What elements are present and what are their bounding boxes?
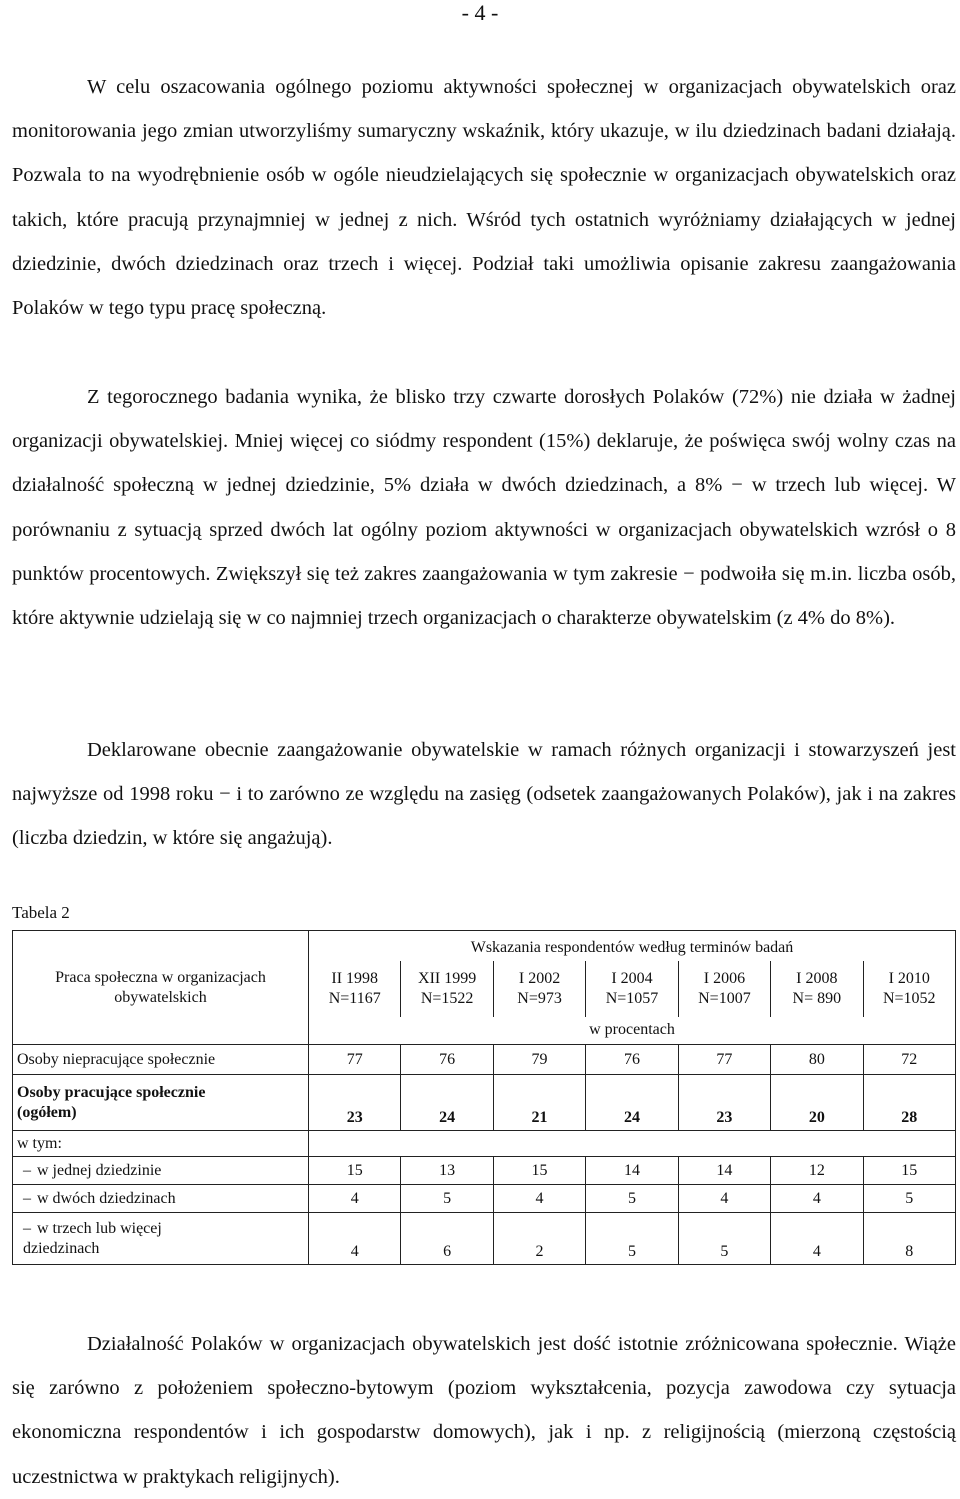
activity-table [12,930,956,1265]
table-cell: 8 [863,1213,955,1265]
table-cell: 13 [401,1157,493,1185]
table-row [13,1157,956,1185]
column-header: I 2002 N=973 [493,961,585,1017]
table-cell: 28 [863,1075,955,1131]
table-cell: 4 [678,1185,770,1213]
paragraph-3: Deklarowane obecnie zaangażowanie obywatelskie w ramach różnych organizacji i stowarzyszeń jest najwyższe od 1998 roku − i to zarówno ze względu na zasięg (odsetek zaangażowanych Polaków), jak i na zakres (liczba dziedzin, w które się angażują). [12,739,956,850]
paragraph-4: Działalność Polaków w organizacjach obywatelskich jest dość istotnie zróżnicowana społecznie. Wiąże się zarówno z położeniem społeczno-bytowym (poziom wykształcenia, pozycja zawodowa czy sytuacja ekonomiczna respondentów i ich gospodarstw domowych), jak i np. z religijnością (mierzoną częstością uczestnictwa w praktykach religijnych). [12,1333,956,1488]
column-header: I 2006 N=1007 [678,961,770,1017]
row-header-cell: Praca społeczna w organizacjach obywatelskich [13,931,309,1045]
table-cell: 5 [586,1213,678,1265]
table-cell: 24 [401,1075,493,1131]
table-cell: 77 [309,1045,401,1075]
table-cell: 76 [401,1045,493,1075]
table-cell: 2 [493,1213,585,1265]
table-cell: 21 [493,1075,585,1131]
group-header: Wskazania respondentów według terminów badań [309,931,956,961]
table-cell: 14 [586,1157,678,1185]
table-cell: 5 [678,1213,770,1265]
row-label: Osoby pracujące społecznie (ogółem) [13,1075,309,1131]
row-label: –w dwóch dziedzinach [13,1185,309,1213]
table-row [13,1075,956,1131]
table-row [13,1185,956,1213]
table-cell: 6 [401,1213,493,1265]
table-cell: 5 [586,1185,678,1213]
table-caption: Tabela 2 [12,903,70,922]
table-cell: 23 [309,1075,401,1131]
table-cell: 4 [493,1185,585,1213]
column-header: II 1998 N=1167 [309,961,401,1017]
table-cell: 4 [309,1185,401,1213]
column-header: I 2004 N=1057 [586,961,678,1017]
dash-icon [23,1219,37,1239]
table-cell: 77 [678,1045,770,1075]
table-cell: 23 [678,1075,770,1131]
table-row [13,1131,956,1157]
table-cell: 4 [309,1213,401,1265]
table-row [13,1045,956,1075]
paragraph-1: W celu oszacowania ogólnego poziomu aktywności społecznej w organizacjach obywatelskich oraz monitorowania jego zmian utworzyliśmy sumaryczny wskaźnik, który ukazuje, w ilu dziedzinach badani działają. Pozwala to na wyodrębnienie osób w ogóle nieudzielających się społecznie w organizacjach obywatelskich oraz takich, które pracują przynajmniej w jednej z nich. Wśród tych ostatnich wyróżniamy działających w jednej dziedzinie, dwóch dziedzinach oraz trzech i więcej. Podział taki umożliwia opisanie zakresu zaangażowania Polaków w tego typu pracę społeczną. [12,76,956,320]
row-label: w tym: [13,1131,309,1157]
row-label: –w jednej dziedzinie [13,1157,309,1185]
table-cell: 76 [586,1045,678,1075]
table-row [13,1213,956,1265]
table-cell: 15 [309,1157,401,1185]
column-header: I 2008 N= 890 [771,961,863,1017]
table-cell: 4 [771,1185,863,1213]
table-cell: 79 [493,1045,585,1075]
unit-label: w procentach [309,1017,956,1045]
table-cell: 14 [678,1157,770,1185]
row-label: –w trzech lub więcej dziedzinach [13,1213,309,1265]
table-cell: 4 [771,1213,863,1265]
table-cell: 72 [863,1045,955,1075]
column-header: XII 1999 N=1522 [401,961,493,1017]
row-label: Osoby niepracujące społecznie [13,1045,309,1075]
table-cell [309,1131,956,1157]
table-cell: 5 [401,1185,493,1213]
dash-icon [23,1189,37,1209]
table-cell: 15 [493,1157,585,1185]
dash-icon [23,1161,37,1181]
page-number: - 4 - [461,0,499,25]
table-cell: 5 [863,1185,955,1213]
column-header: I 2010 N=1052 [863,961,955,1017]
table-cell: 15 [863,1157,955,1185]
table-cell: 24 [586,1075,678,1131]
table-cell: 20 [771,1075,863,1131]
paragraph-2: Z tegorocznego badania wynika, że blisko trzy czwarte dorosłych Polaków (72%) nie działa w żadnej organizacji obywatelskiej. Mniej więcej co siódmy respondent (15%) deklaruje, że poświęca swój wolny czas na działalność społeczną w jednej dziedzinie, 5% działa w dwóch dziedzinach, a 8% − w trzech lub więcej. W porównaniu z sytuacją sprzed dwóch lat ogólny poziom aktywności w organizacjach obywatelskich wzrósł o 8 punktów procentowych. Zwiększył się też zakres zaangażowania w tym zakresie − podwoiła się m.in. liczba osób, które aktywnie udzielają się w co najmniej trzech organizacjach o charakterze obywatelskim (z 4% do 8%). [12,386,956,630]
table-cell: 80 [771,1045,863,1075]
table-cell: 12 [771,1157,863,1185]
